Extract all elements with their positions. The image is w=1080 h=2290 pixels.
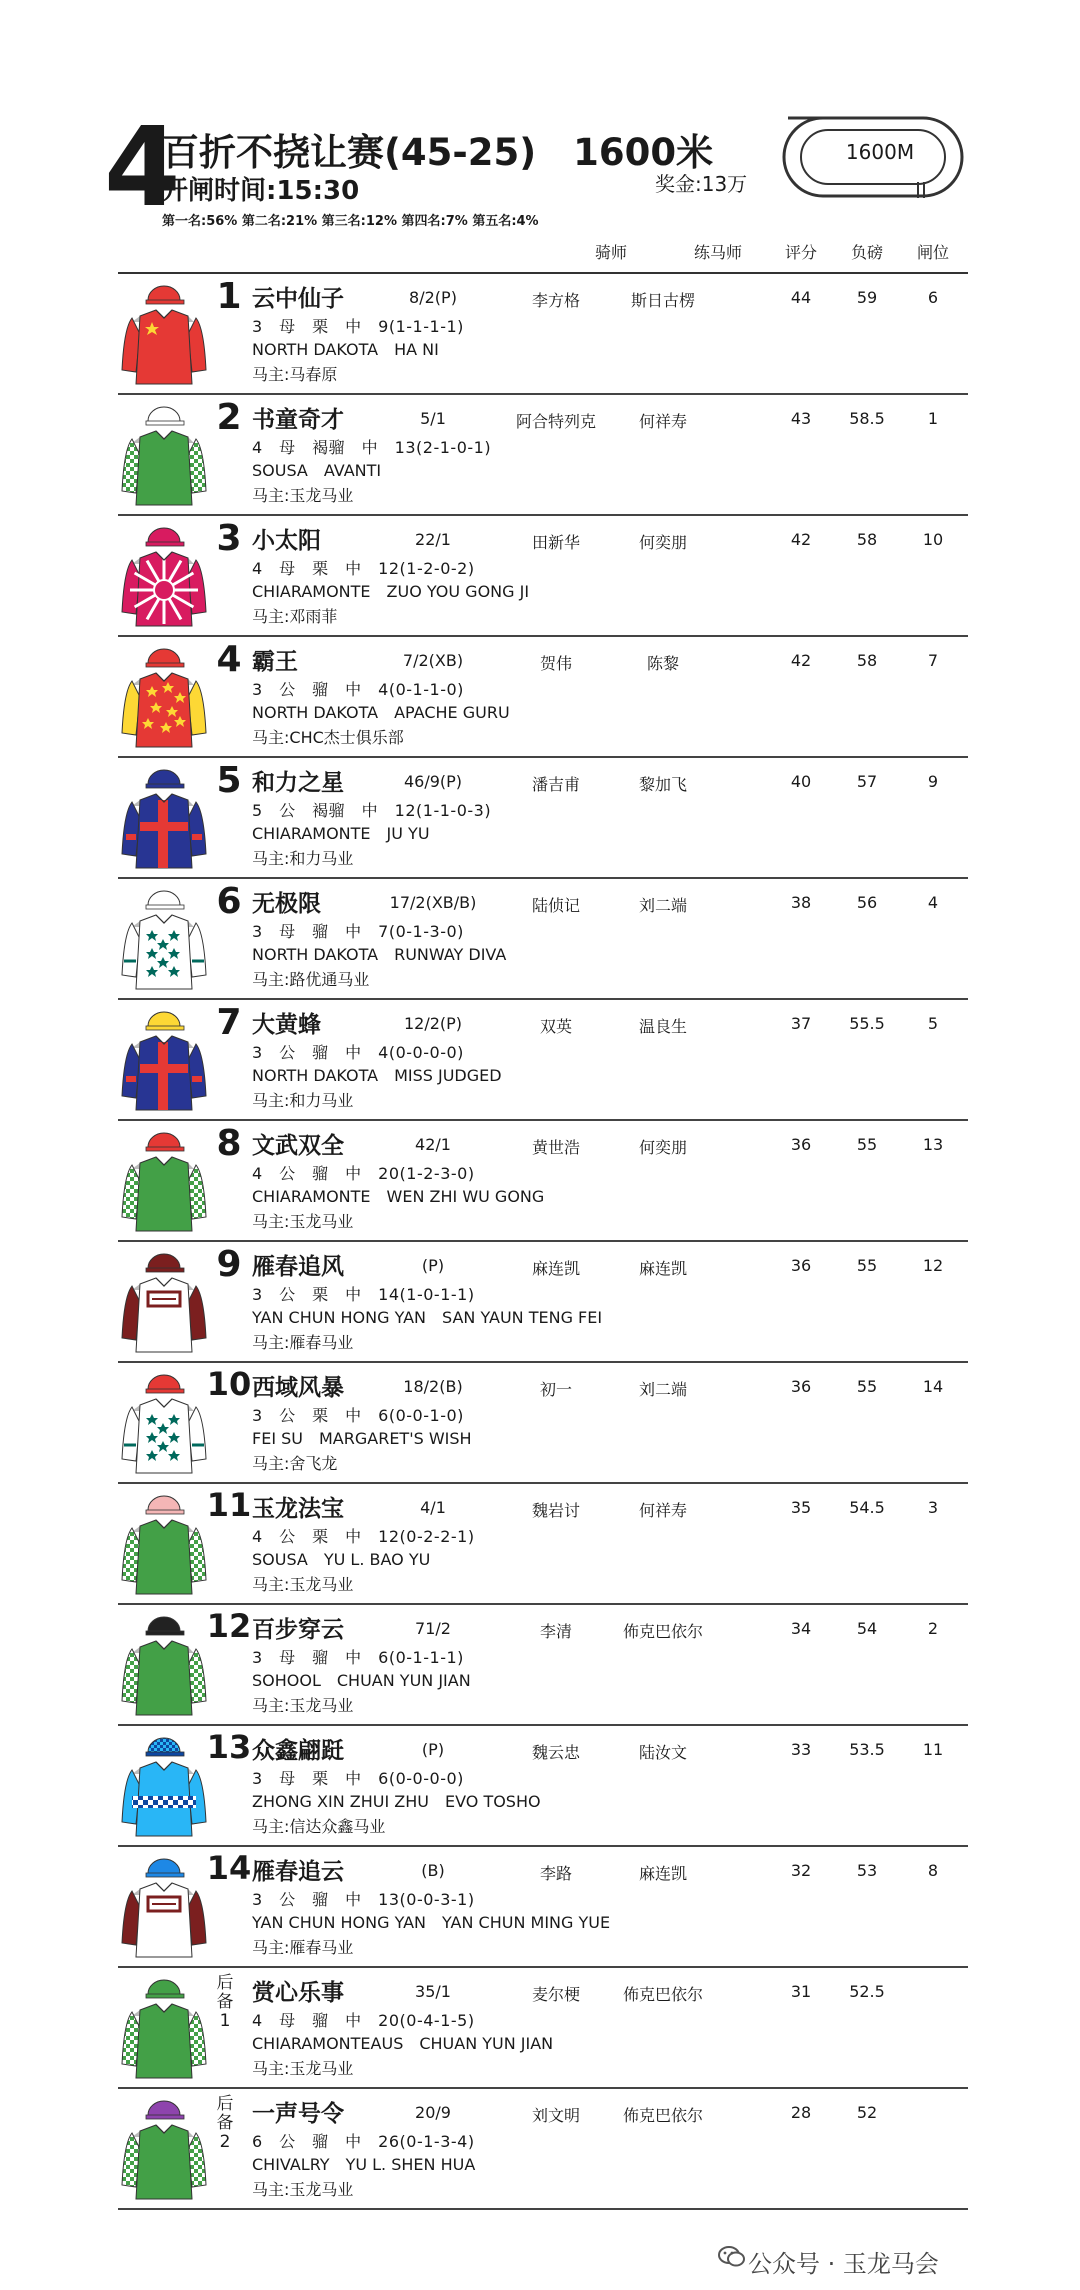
jockey-silk-icon <box>118 2093 210 2203</box>
horse-name: 和力之星 <box>252 770 344 796</box>
horse-odds: 18/2(B) <box>403 1377 463 1396</box>
horse-name: 文武双全 <box>252 1133 344 1159</box>
table-row <box>118 1121 968 1242</box>
draw-value: 5 <box>927 1014 939 1033</box>
draw-value: 11 <box>922 1740 944 1759</box>
col-weight: 负磅 <box>850 243 883 262</box>
reserve-label: 后 备 2 <box>216 2094 234 2152</box>
draw-value: 6 <box>927 288 939 307</box>
horse-number: 7 <box>216 1002 242 1043</box>
horse-attributes: 3 公 栗 中 14(1-0-1-1) <box>252 1285 475 1304</box>
horse-pedigree: CHIARAMONTE WEN ZHI WU GONG <box>252 1187 545 1206</box>
horse-number: 13 <box>206 1728 252 1766</box>
horse-name: 雁春追风 <box>252 1254 344 1280</box>
jockey-silk-icon <box>118 1004 210 1114</box>
horse-name: 大黄蜂 <box>252 1012 321 1038</box>
horse-owner: 马主:玉龙马业 <box>252 486 354 505</box>
horse-attributes: 3 公 骝 中 4(0-0-0-0) <box>252 1043 464 1062</box>
weight-value: 53.5 <box>849 1740 885 1759</box>
horse-odds: 46/9(P) <box>403 772 463 791</box>
table-row <box>118 1605 968 1726</box>
horse-pedigree: CHIARAMONTE JU YU <box>252 824 430 843</box>
horse-odds: 7/2(XB) <box>402 651 464 670</box>
horse-attributes: 3 母 骝 中 6(0-1-1-1) <box>252 1648 464 1667</box>
track-distance-label: 1600M <box>845 140 915 164</box>
rating-value: 37 <box>790 1014 812 1033</box>
jockey-name: 初一 <box>539 1380 572 1399</box>
horse-odds: 22/1 <box>415 530 451 549</box>
horse-pedigree: SOUSA YU L. BAO YU <box>252 1550 431 1569</box>
jockey-silk-icon <box>118 762 210 872</box>
rating-value: 36 <box>790 1377 812 1396</box>
rating-value: 40 <box>790 772 812 791</box>
horse-pedigree: CHIVALRY YU L. SHEN HUA <box>252 2155 476 2174</box>
trainer-name: 麻连凯 <box>638 1259 687 1278</box>
payout-ratios: 第一名:56% 第二名:21% 第三名:12% 第四名:7% 第五名:4% <box>162 214 539 229</box>
horse-number: 10 <box>206 1365 252 1403</box>
weight-value: 55.5 <box>849 1014 885 1033</box>
horse-number: 6 <box>216 881 242 922</box>
draw-value: 4 <box>927 893 939 912</box>
trainer-name: 何奕朋 <box>638 533 687 552</box>
horse-odds: 4/1 <box>420 1498 446 1517</box>
trainer-name: 刘二端 <box>638 896 687 915</box>
horse-odds: 8/2(P) <box>409 288 457 307</box>
trainer-name: 陈黎 <box>646 654 679 673</box>
table-row <box>118 758 968 879</box>
horse-name: 百步穿云 <box>252 1617 344 1643</box>
draw-value: 1 <box>927 409 939 428</box>
jockey-silk-icon <box>118 520 210 630</box>
horse-pedigree: FEI SU MARGARET'S WISH <box>252 1429 472 1448</box>
col-trainer: 练马师 <box>693 243 742 262</box>
trainer-name: 佈克巴依尔 <box>622 1622 703 1641</box>
horse-odds: 12/2(P) <box>403 1014 463 1033</box>
horse-attributes: 5 公 褐骝 中 12(1-1-0-3) <box>252 801 492 820</box>
weight-value: 58 <box>856 530 878 549</box>
horse-owner: 马主:和力马业 <box>252 849 354 868</box>
horse-owner: 马主:路优通马业 <box>252 970 370 989</box>
table-row <box>118 274 968 395</box>
horse-number: 5 <box>216 760 242 801</box>
horse-name: 小太阳 <box>252 528 321 554</box>
draw-value: 3 <box>927 1498 939 1517</box>
draw-value: 8 <box>927 1861 939 1880</box>
jockey-name: 麻连凯 <box>531 1259 580 1278</box>
table-row <box>118 2089 968 2210</box>
table-row <box>118 395 968 516</box>
horse-name: 一声号令 <box>252 2101 344 2127</box>
rating-value: 36 <box>790 1256 812 1275</box>
horse-number: 14 <box>206 1849 252 1887</box>
jockey-silk-icon <box>118 1488 210 1598</box>
draw-value: 10 <box>922 530 944 549</box>
jockey-silk-icon <box>118 278 210 388</box>
horse-odds: 20/9 <box>415 2103 451 2122</box>
weight-value: 59 <box>856 288 878 307</box>
rating-value: 35 <box>790 1498 812 1517</box>
weight-value: 55 <box>856 1377 878 1396</box>
jockey-name: 双英 <box>539 1017 572 1036</box>
draw-value: 9 <box>927 772 939 791</box>
jockey-name: 刘文明 <box>531 2106 580 2125</box>
horse-pedigree: SOHOOL CHUAN YUN JIAN <box>252 1671 471 1690</box>
horse-odds: 71/2 <box>415 1619 451 1638</box>
trainer-name: 斯日古楞 <box>630 291 695 310</box>
horse-pedigree: NORTH DAKOTA MISS JUDGED <box>252 1066 502 1085</box>
jockey-name: 麦尔梗 <box>531 1985 580 2004</box>
jockey-name: 阿合特列克 <box>515 412 596 431</box>
reserve-label: 后 备 1 <box>216 1973 234 2031</box>
jockey-name: 陆侦记 <box>531 896 580 915</box>
horse-owner: 马主:信达众鑫马业 <box>252 1817 386 1836</box>
horse-number: 3 <box>216 518 242 559</box>
jockey-silk-icon <box>118 1972 210 2082</box>
jockey-silk-icon <box>118 1367 210 1477</box>
jockey-silk-icon <box>118 1730 210 1840</box>
horse-attributes: 3 公 骝 中 13(0-0-3-1) <box>252 1890 475 1909</box>
weight-value: 56 <box>856 893 878 912</box>
jockey-silk-icon <box>118 1125 210 1235</box>
horse-attributes: 4 母 褐骝 中 13(2-1-0-1) <box>252 438 492 457</box>
horse-pedigree: YAN CHUN HONG YAN SAN YAUN TENG FEI <box>252 1308 603 1327</box>
horse-attributes: 3 母 栗 中 9(1-1-1-1) <box>252 317 464 336</box>
rating-value: 32 <box>790 1861 812 1880</box>
table-row <box>118 1726 968 1847</box>
draw-value: 2 <box>927 1619 939 1638</box>
race-start-time: 开闸时间:15:30 <box>162 176 360 206</box>
weight-value: 54.5 <box>849 1498 885 1517</box>
horse-number: 4 <box>216 639 242 680</box>
horse-owner: 马主:雁春马业 <box>252 1333 354 1352</box>
horse-owner: 马主:CHC杰士俱乐部 <box>252 728 404 747</box>
horse-number: 9 <box>216 1244 242 1285</box>
race-title: 百折不挠让赛(45-25) 1600米 <box>162 131 714 174</box>
horse-owner: 马主:玉龙马业 <box>252 1696 354 1715</box>
horse-attributes: 3 母 栗 中 6(0-0-0-0) <box>252 1769 464 1788</box>
jockey-name: 魏岩讨 <box>531 1501 580 1520</box>
trainer-name: 何祥寿 <box>638 1501 687 1520</box>
jockey-name: 李清 <box>539 1622 572 1641</box>
trainer-name: 陆汝文 <box>638 1743 687 1762</box>
horse-number: 12 <box>206 1607 252 1645</box>
horse-odds: 42/1 <box>415 1135 451 1154</box>
jockey-silk-icon <box>118 399 210 509</box>
weight-value: 54 <box>856 1619 878 1638</box>
horse-odds: 17/2(XB/B) <box>389 893 477 912</box>
horse-pedigree: SOUSA AVANTI <box>252 461 382 480</box>
horse-pedigree: ZHONG XIN ZHUI ZHU EVO TOSHO <box>252 1792 541 1811</box>
trainer-name: 何奕朋 <box>638 1138 687 1157</box>
horse-number: 8 <box>216 1123 242 1164</box>
trainer-name: 何祥寿 <box>638 412 687 431</box>
wechat-icon <box>718 2245 746 2269</box>
weight-value: 58.5 <box>849 409 885 428</box>
trainer-name: 麻连凯 <box>638 1864 687 1883</box>
rating-value: 42 <box>790 651 812 670</box>
weight-value: 53 <box>856 1861 878 1880</box>
weight-value: 52 <box>856 2103 878 2122</box>
trainer-name: 佈克巴依尔 <box>622 1985 703 2004</box>
jockey-name: 黄世浩 <box>531 1138 580 1157</box>
horse-odds: 35/1 <box>415 1982 451 2001</box>
weight-value: 55 <box>856 1135 878 1154</box>
horse-owner: 马主:玉龙马业 <box>252 2180 354 2199</box>
draw-value: 14 <box>922 1377 944 1396</box>
horse-name: 无极限 <box>252 891 321 917</box>
horse-pedigree: CHIARAMONTEAUS CHUAN YUN JIAN <box>252 2034 554 2053</box>
rating-value: 43 <box>790 409 812 428</box>
jockey-name: 贺伟 <box>539 654 572 673</box>
table-row <box>118 1968 968 2089</box>
draw-value: 12 <box>922 1256 944 1275</box>
footer-source: 公众号 · 玉龙马会 <box>748 2250 939 2278</box>
rating-value: 42 <box>790 530 812 549</box>
weight-value: 52.5 <box>849 1982 885 2001</box>
jockey-silk-icon <box>118 883 210 993</box>
jockey-silk-icon <box>118 1246 210 1356</box>
table-row <box>118 1242 968 1363</box>
horse-number: 11 <box>206 1486 252 1524</box>
horse-number: 1 <box>216 276 242 317</box>
table-row <box>118 879 968 1000</box>
rating-value: 36 <box>790 1135 812 1154</box>
weight-value: 57 <box>856 772 878 791</box>
rating-value: 34 <box>790 1619 812 1638</box>
rating-value: 44 <box>790 288 812 307</box>
table-row <box>118 1484 968 1605</box>
rating-value: 28 <box>790 2103 812 2122</box>
horse-pedigree: CHIARAMONTE ZUO YOU GONG JI <box>252 582 530 601</box>
jockey-name: 李路 <box>539 1864 572 1883</box>
horse-name: 西域风暴 <box>252 1375 344 1401</box>
col-rating: 评分 <box>784 243 817 262</box>
trainer-name: 温良生 <box>638 1017 687 1036</box>
horse-name: 玉龙法宝 <box>252 1496 344 1522</box>
weight-value: 58 <box>856 651 878 670</box>
horse-name: 赏心乐事 <box>252 1980 344 2006</box>
horse-attributes: 4 公 栗 中 12(0-2-2-1) <box>252 1527 475 1546</box>
horse-odds: (P) <box>421 1256 445 1275</box>
horse-owner: 马主:邓雨菲 <box>252 607 338 626</box>
horse-pedigree: NORTH DAKOTA RUNWAY DIVA <box>252 945 507 964</box>
horse-owner: 马主:玉龙马业 <box>252 2059 354 2078</box>
horse-owner: 马主:玉龙马业 <box>252 1212 354 1231</box>
rating-value: 31 <box>790 1982 812 2001</box>
jockey-name: 魏云忠 <box>531 1743 580 1762</box>
horse-name: 雁春追云 <box>252 1859 344 1885</box>
jockey-silk-icon <box>118 1851 210 1961</box>
horse-attributes: 4 公 骝 中 20(1-2-3-0) <box>252 1164 475 1183</box>
jockey-name: 田新华 <box>531 533 580 552</box>
table-row <box>118 1363 968 1484</box>
jockey-silk-icon <box>118 641 210 751</box>
horse-name: 书童奇才 <box>252 407 344 433</box>
horse-name: 众鑫翩跹 <box>252 1738 344 1764</box>
horse-odds: 5/1 <box>420 409 446 428</box>
rating-value: 33 <box>790 1740 812 1759</box>
trainer-name: 佈克巴依尔 <box>622 2106 703 2125</box>
horse-odds: (P) <box>421 1740 445 1759</box>
horse-pedigree: NORTH DAKOTA APACHE GURU <box>252 703 510 722</box>
horse-pedigree: YAN CHUN HONG YAN YAN CHUN MING YUE <box>252 1913 611 1932</box>
horse-name: 云中仙子 <box>252 286 344 312</box>
horse-owner: 马主:玉龙马业 <box>252 1575 354 1594</box>
jockey-name: 李方格 <box>531 291 580 310</box>
horse-owner: 马主:舍飞龙 <box>252 1454 338 1473</box>
horse-attributes: 3 公 栗 中 6(0-0-1-0) <box>252 1406 464 1425</box>
horse-attributes: 6 公 骝 中 26(0-1-3-4) <box>252 2132 475 2151</box>
jockey-silk-icon <box>118 1609 210 1719</box>
draw-value: 13 <box>922 1135 944 1154</box>
horse-odds: (B) <box>421 1861 445 1880</box>
horse-attributes: 4 母 栗 中 12(1-2-0-2) <box>252 559 475 578</box>
race-number: 4 <box>104 103 181 231</box>
table-row <box>118 1847 968 1968</box>
trainer-name: 黎加飞 <box>638 775 687 794</box>
horse-attributes: 4 母 骝 中 20(0-4-1-5) <box>252 2011 475 2030</box>
draw-value: 7 <box>927 651 939 670</box>
race-prize: 奖金:13万 <box>655 172 748 196</box>
table-row <box>118 637 968 758</box>
horse-owner: 马主:马春原 <box>252 365 338 384</box>
table-row <box>118 1000 968 1121</box>
col-draw: 闸位 <box>916 243 949 262</box>
horse-number: 2 <box>216 397 242 438</box>
horse-attributes: 3 母 骝 中 7(0-1-3-0) <box>252 922 464 941</box>
horse-pedigree: NORTH DAKOTA HA NI <box>252 340 439 359</box>
horse-name: 霸王 <box>252 649 298 675</box>
horse-owner: 马主:和力马业 <box>252 1091 354 1110</box>
col-jockey: 骑师 <box>594 243 627 262</box>
trainer-name: 刘二端 <box>638 1380 687 1399</box>
jockey-name: 潘吉甫 <box>531 775 580 794</box>
rating-value: 38 <box>790 893 812 912</box>
weight-value: 55 <box>856 1256 878 1275</box>
horse-attributes: 3 公 骝 中 4(0-1-1-0) <box>252 680 464 699</box>
horse-owner: 马主:雁春马业 <box>252 1938 354 1957</box>
table-row <box>118 516 968 637</box>
